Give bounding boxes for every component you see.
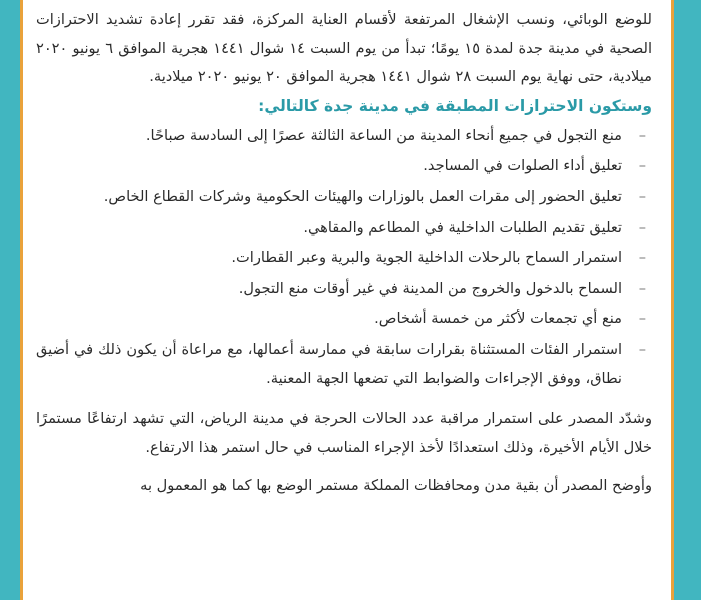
list-item — [36, 244, 652, 273]
closing-paragraph: وشدّد المصدر على استمرار مراقبة عدد الحالات الحرجة في مدينة الرياض، التي تشهد ارتفاعًا مستمرًا خلال الأيام الأخيرة، وذلك استعدادًا لأخذ الإجراء المناسب في حال استمر هذا الارتفاع. — [36, 410, 652, 456]
list-item — [36, 214, 652, 243]
list-item-text: استمرار السماح بالرحلات الداخلية الجوية والبرية وعبر القطارات. — [231, 249, 622, 267]
dash-marker: – — [638, 279, 646, 297]
paragraph-spacer — [36, 462, 652, 472]
dash-marker: – — [638, 187, 646, 205]
list-item — [36, 305, 652, 334]
dash-marker: – — [638, 218, 646, 236]
list-item — [36, 183, 652, 212]
intro-paragraph: للوضع الوبائي، ونسب الإشغال المرتفعة لأقسام العناية المركزة، فقد تقرر إعادة تشديد الاحترازات الصحية في مدينة جدة لمدة ١٥ يومًا؛ تبدأ من يوم السبت ١٤ شوال ١٤٤١ هجرية الموافق ٦ يونيو ٢٠٢٠ ميلادية، حتى نهاية يوم السبت ٢٨ شوال ١٤٤١ هجرية الموافق ٢٠ يونيو ٢٠٢٠ ميلادية. — [36, 11, 652, 86]
dash-marker: – — [638, 249, 646, 267]
document-body — [36, 6, 652, 501]
list-item-text: منع التجول في جميع أنحاء المدينة من الساعة الثالثة عصرًا إلى السادسة صباحًا. — [145, 126, 622, 144]
list-item — [36, 275, 652, 304]
list-item — [36, 152, 652, 181]
list-item-text: منع أي تجمعات لأكثر من خمسة أشخاص. — [374, 310, 622, 328]
dash-marker: – — [638, 157, 646, 175]
list-item-text: السماح بالدخول والخروج من المدينة في غير أوقات منع التجول. — [238, 279, 622, 297]
list-item-text: تعليق الحضور إلى مقرات العمل بالوزارات والهيئات الحكومية وشركات القطاع الخاص. — [103, 187, 622, 205]
list-item-text: تعليق تقديم الطلبات الداخلية في المطاعم والمقاهي. — [303, 218, 622, 236]
right-frame-bar — [674, 0, 701, 600]
cutoff-paragraph: وأوضح المصدر أن بقية مدن ومحافظات المملكة مستمر الوضع بها كما هو المعمول به — [140, 477, 652, 495]
dash-marker: – — [638, 126, 646, 144]
measures-heading: وستكون الاحترازات المطبقة في مدينة جدة كالتالي: — [258, 96, 652, 115]
right-accent-line — [671, 0, 674, 600]
dash-marker: – — [638, 310, 646, 328]
left-frame-bar — [0, 0, 20, 600]
dash-marker: – — [638, 340, 646, 358]
left-accent-line — [20, 0, 23, 600]
paragraph-spacer — [36, 395, 652, 405]
list-item-text: استمرار الفئات المستثناة بقرارات سابقة في ممارسة أعمالها، مع مراعاة أن يكون ذلك في أضيق نطاق، ووفق الإجراءات والضوابط التي تضعها الجهة المعنية. — [36, 340, 622, 387]
list-item — [36, 336, 652, 393]
measures-list — [36, 122, 652, 393]
list-item — [36, 122, 652, 151]
list-item-text: تعليق أداء الصلوات في المساجد. — [423, 157, 622, 175]
